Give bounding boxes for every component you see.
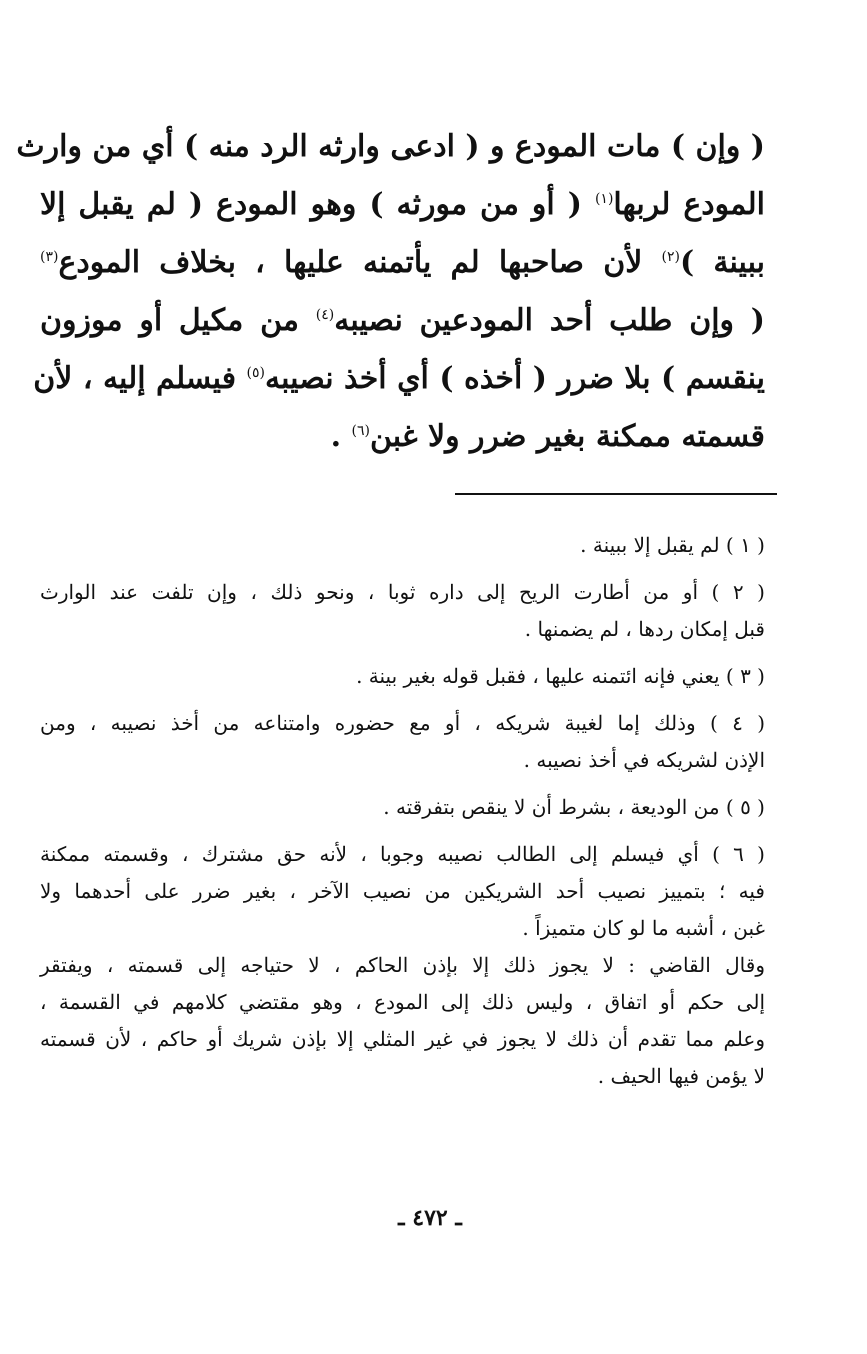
footnote-line: ( ٤ ) وذلك إما لغيبة شريكه ، أو مع حضوره وامتناعه من أخذ نصيبه ، ومن [40,711,765,735]
footnote-3 [40,658,765,695]
footnote-line: لا يؤمن فيها الحيف . [597,1064,765,1088]
footnote-marker: (٢) [661,249,681,265]
footnote-line: ( ٦ ) أي فيسلم إلى الطالب نصيبه وجوبا ، لأنه حق مشترك ، وقسمته ممكنة [40,842,765,866]
footnote-line: فيه ؛ بتمييز نصيب أحد الشريكين من نصيب الآخر ، بغير ضرر على أحدهما ولا [40,879,765,903]
footnote-line: وقال القاضي : لا يجوز ذلك إلا بإذن الحاكم ، لا حتياجه إلى قسمته ، ويفتقر [40,953,765,977]
main-text-line: قسمته ممكنة بغير ضرر ولا غبن$^{(٦)}$ . [330,419,765,454]
main-text-line: ( وإن طلب أحد المودعين نصيبه$^{(٤)}$ من مكيل أو موزون [40,303,765,338]
main-text-line: ببينة )$^{(٢)}$ لأن صاحبها لم يأتمنه عليها ، بخلاف المودع$^{(٣)}$ [40,245,765,280]
main-text-line: ينقسم ) بلا ضرر ( أخذه ) أي أخذ نصيبه$^{(٥)}$ فيسلم إليه ، لأن [33,361,765,396]
footnote-1 [40,527,765,564]
page-number: ـ ٤٧٢ ـ [398,1205,462,1231]
main-text-line: ( وإن ) مات المودع و ( ادعى وارثه الرد منه ) أي من وارث [16,129,765,164]
footnote-line: قبل إمكان ردها ، لم يضمنها . [524,617,765,641]
footnote-6 [40,836,765,947]
footnote-line: ( ٣ ) يعني فإنه ائتمنه عليها ، فقبل قوله بغير بينة . [356,664,765,688]
footnotes [40,527,765,1095]
footnote-line: وعلم مما تقدم أن ذلك لا يجوز في غير المثلي إلا بإذن شريك أو حاكم ، لأن قسمته [40,1027,765,1051]
footnote-marker: (٦) [351,423,370,439]
footnote-5 [40,789,765,826]
footnote-line: ( ١ ) لم يقبل إلا ببينة . [580,533,765,557]
footnote-line: الإذن لشريكه في أخذ نصيبه . [523,748,765,772]
footnote-marker: (٥) [246,365,265,381]
footnote-marker: (٣) [40,249,59,265]
main-text-line: المودع لربها$^{(١)}$ ( أو من مورثه ) وهو المودع ( لم يقبل إلا [40,187,765,222]
footnote-4 [40,705,765,779]
footnote-2 [40,574,765,648]
footnote-separator [455,493,777,495]
footnote-line: ( ٥ ) من الوديعة ، بشرط أن لا ينقص بتفرقته . [383,795,765,819]
main-text [16,118,765,466]
footnote-6-continued [40,947,765,1095]
footnote-line: غبن ، أشبه ما لو كان متميزاً . [522,916,765,940]
footnote-line: ( ٢ ) أو من أطارت الريح إلى داره ثوبا ، ونحو ذلك ، وإن تلفت عند الوارث [40,580,765,604]
footnote-marker: (٤) [315,307,335,323]
footnote-marker: (١) [594,191,614,207]
footnote-line: إلى حكم أو اتفاق ، وليس ذلك إلى المودع ، وهو مقتضي كلامهم في القسمة ، [40,990,765,1014]
